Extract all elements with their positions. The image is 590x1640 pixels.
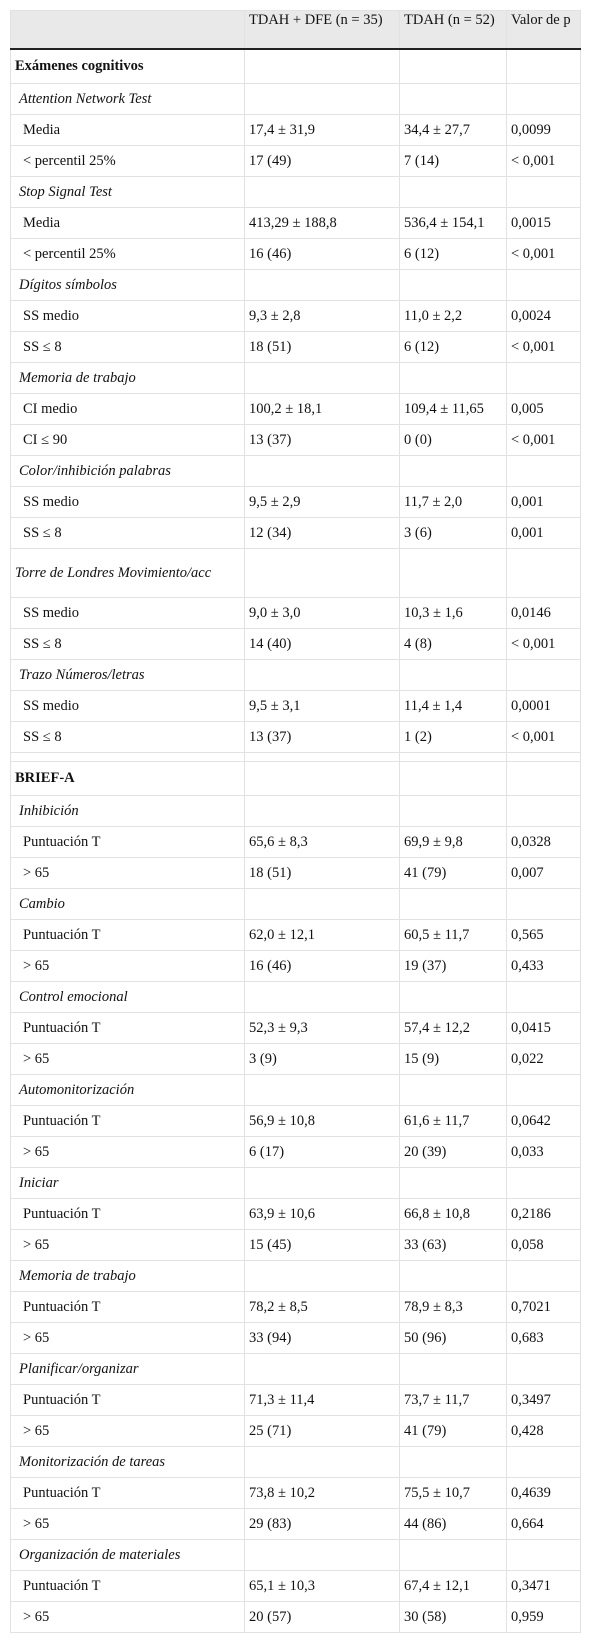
group-row <box>11 660 581 691</box>
value-tdah: 67,4 ± 12,1 <box>400 1571 507 1602</box>
value-p: 0,3471 <box>507 1571 581 1602</box>
value-tdah: 15 (9) <box>400 1044 507 1075</box>
empty-cell <box>400 1354 507 1385</box>
empty-cell <box>245 1168 400 1199</box>
table-row <box>11 951 581 982</box>
value-p: 0,0099 <box>507 115 581 146</box>
value-p: 0,033 <box>507 1137 581 1168</box>
empty-cell <box>400 456 507 487</box>
group-row <box>11 1168 581 1199</box>
empty-cell <box>507 796 581 827</box>
empty-cell <box>400 177 507 208</box>
empty-cell <box>507 549 581 598</box>
table-row <box>11 301 581 332</box>
empty-cell <box>245 549 400 598</box>
row-label: Puntuación T <box>11 1292 245 1323</box>
value-p: 0,0024 <box>507 301 581 332</box>
value-tdah: 50 (96) <box>400 1323 507 1354</box>
empty-cell <box>400 49 507 84</box>
empty-cell <box>245 660 400 691</box>
table-row <box>11 827 581 858</box>
empty-cell <box>507 1354 581 1385</box>
group-label: Torre de Londres Movimiento/acc <box>11 549 245 598</box>
table-row <box>11 332 581 363</box>
value-p: 0,664 <box>507 1509 581 1540</box>
value-p: < 0,001 <box>507 332 581 363</box>
empty-cell <box>507 1261 581 1292</box>
empty-cell <box>400 796 507 827</box>
row-label: Media <box>11 115 245 146</box>
group-row <box>11 456 581 487</box>
row-label: Puntuación T <box>11 1478 245 1509</box>
group-row <box>11 1447 581 1478</box>
row-label: > 65 <box>11 1230 245 1261</box>
row-label: > 65 <box>11 1602 245 1633</box>
value-tdah-dfe: 13 (37) <box>245 425 400 456</box>
empty-cell <box>507 49 581 84</box>
table-row <box>11 1013 581 1044</box>
empty-cell <box>507 270 581 301</box>
value-p: 0,0001 <box>507 691 581 722</box>
empty-cell <box>245 796 400 827</box>
table-row <box>11 394 581 425</box>
header-cell-tdah: TDAH (n = 52) <box>400 11 507 50</box>
value-tdah-dfe: 63,9 ± 10,6 <box>245 1199 400 1230</box>
group-label: Attention Network Test <box>11 84 245 115</box>
empty-cell <box>245 1447 400 1478</box>
value-tdah-dfe: 20 (57) <box>245 1602 400 1633</box>
group-label: Organización de materiales <box>11 1540 245 1571</box>
value-tdah-dfe: 18 (51) <box>245 858 400 889</box>
value-p: 0,022 <box>507 1044 581 1075</box>
table-row <box>11 858 581 889</box>
value-p: 0,683 <box>507 1323 581 1354</box>
empty-cell <box>245 982 400 1013</box>
value-tdah: 11,0 ± 2,2 <box>400 301 507 332</box>
value-tdah: 3 (6) <box>400 518 507 549</box>
row-label: Media <box>11 208 245 239</box>
results-table-container <box>10 10 580 1633</box>
empty-cell <box>400 889 507 920</box>
value-tdah: 69,9 ± 9,8 <box>400 827 507 858</box>
table-row <box>11 208 581 239</box>
group-label: Automonitorización <box>11 1075 245 1106</box>
group-label: Planificar/organizar <box>11 1354 245 1385</box>
group-row <box>11 549 581 598</box>
empty-cell <box>507 363 581 394</box>
row-label: Puntuación T <box>11 827 245 858</box>
value-tdah-dfe: 52,3 ± 9,3 <box>245 1013 400 1044</box>
empty-cell <box>507 982 581 1013</box>
value-p: 0,433 <box>507 951 581 982</box>
empty-cell <box>400 549 507 598</box>
empty-cell <box>400 1447 507 1478</box>
value-tdah-dfe: 9,3 ± 2,8 <box>245 301 400 332</box>
value-tdah: 60,5 ± 11,7 <box>400 920 507 951</box>
empty-cell <box>507 660 581 691</box>
table-row <box>11 239 581 270</box>
section-label: BRIEF-A <box>11 762 245 796</box>
row-label: SS medio <box>11 487 245 518</box>
row-label: < percentil 25% <box>11 146 245 177</box>
value-tdah-dfe: 56,9 ± 10,8 <box>245 1106 400 1137</box>
empty-cell <box>245 889 400 920</box>
value-tdah-dfe: 65,1 ± 10,3 <box>245 1571 400 1602</box>
value-p: 0,0642 <box>507 1106 581 1137</box>
value-p: < 0,001 <box>507 629 581 660</box>
table-row <box>11 1602 581 1633</box>
value-p: 0,4639 <box>507 1478 581 1509</box>
value-p: 0,0015 <box>507 208 581 239</box>
table-row <box>11 1323 581 1354</box>
value-p: 0,565 <box>507 920 581 951</box>
row-label: Puntuación T <box>11 920 245 951</box>
empty-cell <box>245 363 400 394</box>
value-p: < 0,001 <box>507 146 581 177</box>
value-tdah-dfe: 9,5 ± 2,9 <box>245 487 400 518</box>
spacer-row <box>11 753 581 762</box>
value-p: 0,7021 <box>507 1292 581 1323</box>
table-row <box>11 920 581 951</box>
group-row <box>11 889 581 920</box>
group-row <box>11 982 581 1013</box>
table-row <box>11 1230 581 1261</box>
empty-cell <box>400 84 507 115</box>
value-p: 0,005 <box>507 394 581 425</box>
value-tdah: 10,3 ± 1,6 <box>400 598 507 629</box>
value-tdah: 66,8 ± 10,8 <box>400 1199 507 1230</box>
empty-cell <box>245 177 400 208</box>
value-tdah-dfe: 18 (51) <box>245 332 400 363</box>
table-body <box>11 49 581 1633</box>
value-tdah-dfe: 17,4 ± 31,9 <box>245 115 400 146</box>
group-label: Iniciar <box>11 1168 245 1199</box>
empty-cell <box>507 1540 581 1571</box>
row-label: SS ≤ 8 <box>11 629 245 660</box>
empty-cell <box>507 889 581 920</box>
empty-cell <box>245 1261 400 1292</box>
table-row <box>11 425 581 456</box>
row-label: > 65 <box>11 951 245 982</box>
value-tdah: 73,7 ± 11,7 <box>400 1385 507 1416</box>
header-row <box>11 11 581 50</box>
row-label: Puntuación T <box>11 1106 245 1137</box>
row-label: Puntuación T <box>11 1013 245 1044</box>
value-tdah: 33 (63) <box>400 1230 507 1261</box>
value-tdah-dfe: 14 (40) <box>245 629 400 660</box>
row-label: > 65 <box>11 1137 245 1168</box>
value-tdah-dfe: 78,2 ± 8,5 <box>245 1292 400 1323</box>
table-row <box>11 691 581 722</box>
value-tdah: 30 (58) <box>400 1602 507 1633</box>
row-label: > 65 <box>11 1044 245 1075</box>
empty-cell <box>507 1447 581 1478</box>
spacer-cell <box>11 753 245 762</box>
value-p: < 0,001 <box>507 722 581 753</box>
value-tdah-dfe: 65,6 ± 8,3 <box>245 827 400 858</box>
group-row <box>11 177 581 208</box>
empty-cell <box>400 1261 507 1292</box>
value-tdah-dfe: 12 (34) <box>245 518 400 549</box>
table-row <box>11 487 581 518</box>
value-p: 0,0328 <box>507 827 581 858</box>
group-label: Memoria de trabajo <box>11 363 245 394</box>
group-row <box>11 270 581 301</box>
value-p: 0,0146 <box>507 598 581 629</box>
table-row <box>11 1509 581 1540</box>
table-row <box>11 115 581 146</box>
empty-cell <box>400 982 507 1013</box>
value-p: 0,007 <box>507 858 581 889</box>
row-label: CI ≤ 90 <box>11 425 245 456</box>
section-label: Exámenes cognitivos <box>11 49 245 84</box>
header-cell-p-value: Valor de p <box>507 11 581 50</box>
empty-cell <box>507 762 581 796</box>
value-tdah-dfe: 100,2 ± 18,1 <box>245 394 400 425</box>
group-row <box>11 84 581 115</box>
value-p: 0,3497 <box>507 1385 581 1416</box>
value-p: 0,959 <box>507 1602 581 1633</box>
empty-cell <box>245 270 400 301</box>
value-tdah-dfe: 16 (46) <box>245 239 400 270</box>
empty-cell <box>245 456 400 487</box>
group-row <box>11 1261 581 1292</box>
table-row <box>11 629 581 660</box>
value-p: 0,001 <box>507 518 581 549</box>
table-row <box>11 1044 581 1075</box>
empty-cell <box>507 84 581 115</box>
section-row <box>11 49 581 84</box>
empty-cell <box>400 1540 507 1571</box>
value-tdah-dfe: 73,8 ± 10,2 <box>245 1478 400 1509</box>
group-row <box>11 1540 581 1571</box>
row-label: > 65 <box>11 1323 245 1354</box>
value-tdah: 7 (14) <box>400 146 507 177</box>
empty-cell <box>245 762 400 796</box>
table-row <box>11 1137 581 1168</box>
group-label: Cambio <box>11 889 245 920</box>
value-tdah: 41 (79) <box>400 858 507 889</box>
value-p: 0,001 <box>507 487 581 518</box>
row-label: > 65 <box>11 858 245 889</box>
value-tdah-dfe: 71,3 ± 11,4 <box>245 1385 400 1416</box>
table-row <box>11 1106 581 1137</box>
group-row <box>11 363 581 394</box>
table-row <box>11 1292 581 1323</box>
value-p: < 0,001 <box>507 425 581 456</box>
table-row <box>11 1571 581 1602</box>
table-row <box>11 1416 581 1447</box>
row-label: Puntuación T <box>11 1385 245 1416</box>
header-cell-tdah-dfe: TDAH + DFE (n = 35) <box>245 11 400 50</box>
value-p: 0,428 <box>507 1416 581 1447</box>
value-tdah-dfe: 413,29 ± 188,8 <box>245 208 400 239</box>
empty-cell <box>507 177 581 208</box>
table-row <box>11 1199 581 1230</box>
value-tdah-dfe: 6 (17) <box>245 1137 400 1168</box>
group-label: Color/inhibición palabras <box>11 456 245 487</box>
empty-cell <box>400 660 507 691</box>
value-tdah: 0 (0) <box>400 425 507 456</box>
table-header <box>11 11 581 50</box>
section-row <box>11 762 581 796</box>
value-tdah-dfe: 16 (46) <box>245 951 400 982</box>
value-tdah: 44 (86) <box>400 1509 507 1540</box>
group-row <box>11 796 581 827</box>
spacer-cell <box>507 753 581 762</box>
group-label: Dígitos símbolos <box>11 270 245 301</box>
value-tdah-dfe: 15 (45) <box>245 1230 400 1261</box>
value-p: 0,2186 <box>507 1199 581 1230</box>
empty-cell <box>245 1540 400 1571</box>
table-row <box>11 598 581 629</box>
value-tdah: 78,9 ± 8,3 <box>400 1292 507 1323</box>
empty-cell <box>507 456 581 487</box>
table-row <box>11 1478 581 1509</box>
value-tdah-dfe: 29 (83) <box>245 1509 400 1540</box>
row-label: > 65 <box>11 1416 245 1447</box>
value-tdah: 75,5 ± 10,7 <box>400 1478 507 1509</box>
value-p: 0,0415 <box>507 1013 581 1044</box>
value-tdah: 57,4 ± 12,2 <box>400 1013 507 1044</box>
value-tdah: 34,4 ± 27,7 <box>400 115 507 146</box>
value-tdah: 11,4 ± 1,4 <box>400 691 507 722</box>
value-tdah: 109,4 ± 11,65 <box>400 394 507 425</box>
table-row <box>11 722 581 753</box>
spacer-cell <box>400 753 507 762</box>
row-label: SS medio <box>11 301 245 332</box>
header-cell-label <box>11 11 245 50</box>
row-label: < percentil 25% <box>11 239 245 270</box>
group-row <box>11 1075 581 1106</box>
empty-cell <box>245 84 400 115</box>
group-label: Monitorización de tareas <box>11 1447 245 1478</box>
value-tdah: 4 (8) <box>400 629 507 660</box>
value-tdah-dfe: 13 (37) <box>245 722 400 753</box>
empty-cell <box>507 1075 581 1106</box>
empty-cell <box>400 1168 507 1199</box>
value-p: < 0,001 <box>507 239 581 270</box>
empty-cell <box>245 49 400 84</box>
table-row <box>11 1385 581 1416</box>
table-row <box>11 518 581 549</box>
value-tdah: 41 (79) <box>400 1416 507 1447</box>
group-label: Control emocional <box>11 982 245 1013</box>
group-label: Stop Signal Test <box>11 177 245 208</box>
row-label: CI medio <box>11 394 245 425</box>
row-label: Puntuación T <box>11 1199 245 1230</box>
group-label: Inhibición <box>11 796 245 827</box>
value-tdah-dfe: 33 (94) <box>245 1323 400 1354</box>
value-tdah: 6 (12) <box>400 332 507 363</box>
spacer-cell <box>245 753 400 762</box>
empty-cell <box>245 1075 400 1106</box>
value-tdah: 536,4 ± 154,1 <box>400 208 507 239</box>
row-label: SS medio <box>11 598 245 629</box>
results-table <box>10 10 581 1633</box>
group-row <box>11 1354 581 1385</box>
empty-cell <box>400 762 507 796</box>
value-tdah-dfe: 3 (9) <box>245 1044 400 1075</box>
value-tdah: 20 (39) <box>400 1137 507 1168</box>
row-label: SS medio <box>11 691 245 722</box>
row-label: SS ≤ 8 <box>11 722 245 753</box>
row-label: SS ≤ 8 <box>11 332 245 363</box>
value-tdah-dfe: 62,0 ± 12,1 <box>245 920 400 951</box>
value-tdah: 61,6 ± 11,7 <box>400 1106 507 1137</box>
row-label: > 65 <box>11 1509 245 1540</box>
row-label: Puntuación T <box>11 1571 245 1602</box>
value-p: 0,058 <box>507 1230 581 1261</box>
value-tdah-dfe: 17 (49) <box>245 146 400 177</box>
empty-cell <box>507 1168 581 1199</box>
value-tdah: 1 (2) <box>400 722 507 753</box>
value-tdah-dfe: 9,0 ± 3,0 <box>245 598 400 629</box>
empty-cell <box>400 363 507 394</box>
value-tdah-dfe: 9,5 ± 3,1 <box>245 691 400 722</box>
value-tdah-dfe: 25 (71) <box>245 1416 400 1447</box>
group-label: Trazo Números/letras <box>11 660 245 691</box>
empty-cell <box>245 1354 400 1385</box>
value-tdah: 6 (12) <box>400 239 507 270</box>
table-row <box>11 146 581 177</box>
group-label: Memoria de trabajo <box>11 1261 245 1292</box>
row-label: SS ≤ 8 <box>11 518 245 549</box>
empty-cell <box>400 1075 507 1106</box>
value-tdah: 19 (37) <box>400 951 507 982</box>
empty-cell <box>400 270 507 301</box>
value-tdah: 11,7 ± 2,0 <box>400 487 507 518</box>
